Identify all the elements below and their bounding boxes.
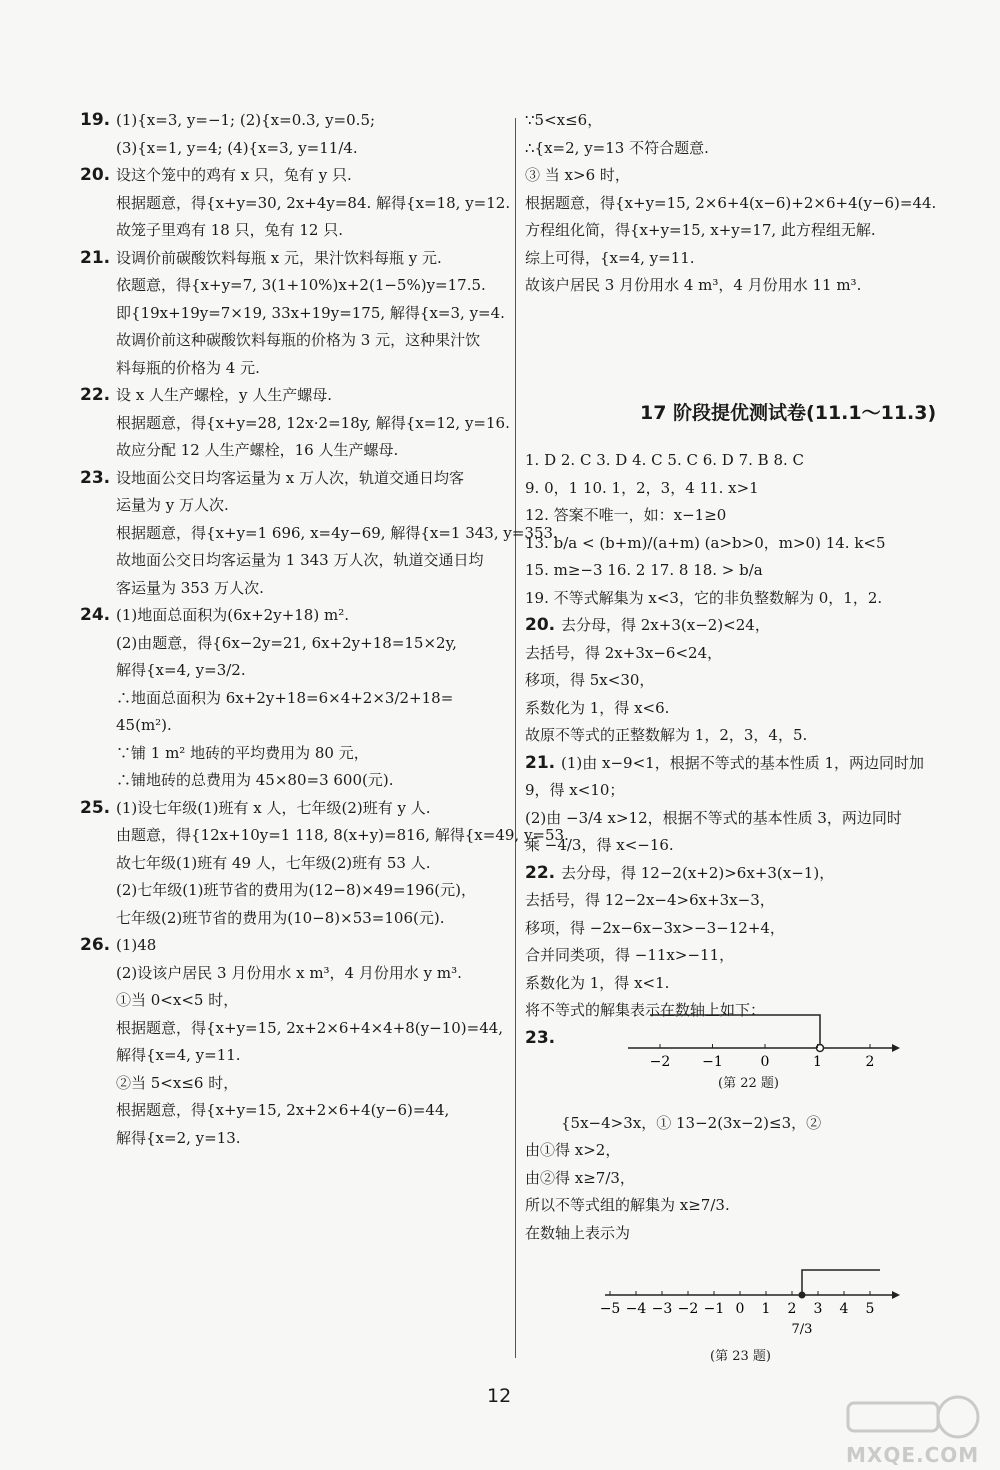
- answer-line: 在数轴上表示为: [525, 1223, 631, 1242]
- fig22-caption: (第 22 题): [718, 1076, 779, 1091]
- answer-line: (1)地面总面积为(6x+2y+18) m².: [116, 606, 349, 624]
- answer-line: ∴地面总面积为 6x+2y+18=6×4+2×3/2+18=: [116, 688, 454, 707]
- tick-label: −1: [703, 1301, 725, 1317]
- tick-label: 0: [735, 1301, 745, 1317]
- page-number: 12: [487, 1385, 512, 1407]
- answer-line: 故原不等式的正整数解为 1，2，3，4，5.: [525, 726, 808, 744]
- tick-label: 5: [865, 1301, 875, 1317]
- answer-line: 根据题意，得{x+y=30, 2x+4y=84. 解得{x=18, y=12.: [116, 193, 511, 212]
- question-number: 22.: [525, 862, 556, 883]
- tick-label: −2: [677, 1301, 699, 1317]
- answer-line: ②当 5<x≤6 时，: [116, 1073, 239, 1092]
- answer-line: 解得{x=2, y=13.: [116, 1128, 241, 1147]
- answer-line: 设地面公交日均客运量为 x 万人次，轨道交通日均客: [116, 468, 464, 487]
- answer-line: 故地面公交日均客运量为 1 343 万人次，轨道交通日均: [116, 551, 484, 569]
- question-number: 21.: [525, 752, 556, 773]
- question-number: 22.: [80, 385, 111, 405]
- answer-line: 15. m≥−3 16. 2 17. 8 18. > b/a: [525, 561, 763, 579]
- answer-line: ①当 0<x<5 时，: [116, 991, 239, 1009]
- answer-line: 七年级(2)班节省的费用为(10−8)×53=106(元).: [116, 908, 445, 927]
- answer-line: 系数化为 1，得 x<6.: [525, 698, 670, 717]
- answer-line: 方程组化简，得{x+y=15, x+y=17, 此方程组无解.: [525, 221, 876, 239]
- answer-line: 运量为 y 万人次.: [116, 496, 229, 514]
- question-number: 20.: [525, 615, 556, 635]
- answer-line: 9. 0，1 10. 1，2，3，4 11. x>1: [525, 478, 759, 497]
- tick-label: 1: [761, 1301, 771, 1317]
- tick-label: 1: [813, 1054, 822, 1070]
- answer-line: (3){x=1, y=4; (4){x=3, y=11/4.: [116, 138, 358, 157]
- answer-line: 根据题意，得{x+y=15, 2×6+4(x−6)+2×6+4(y−6)=44.: [525, 193, 937, 212]
- answer-line: ∵5<x≤6，: [525, 111, 603, 129]
- answer-line: 45(m²).: [116, 716, 172, 734]
- answer-line: 故该户居民 3 月份用水 4 m³，4 月份用水 11 m³.: [525, 276, 862, 294]
- tick-label: 2: [787, 1301, 797, 1317]
- answer-line: 解得{x=4, y=11.: [116, 1046, 241, 1064]
- answer-line: 设这个笼中的鸡有 x 只，兔有 y 只.: [116, 166, 352, 184]
- question-number: 20.: [80, 165, 111, 185]
- answer-line: 设 x 人生产螺栓，y 人生产螺母.: [116, 386, 333, 404]
- question-number: 19.: [80, 110, 111, 130]
- answer-line: 由题意，得{12x+10y=1 118, 8(x+y)=816, 解得{x=49, y=53.: [116, 826, 569, 844]
- answer-line: 乘 −4/3，得 x<−16.: [525, 836, 674, 854]
- answer-line: 根据题意，得{x+y=28, 12x·2=18y, 解得{x=12, y=16.: [116, 413, 510, 432]
- answer-line: 根据题意，得{x+y=15, 2x+2×6+4×4+8(y−10)=44,: [116, 1018, 504, 1037]
- watermark-logo: [838, 1395, 988, 1465]
- question-number: 25.: [80, 797, 111, 818]
- tick-label: 4: [839, 1301, 849, 1317]
- answer-line: 去括号，得 2x+3x−6<24，: [525, 643, 723, 662]
- answer-line: 由①得 x>2，: [525, 1141, 621, 1159]
- answer-line: 系数化为 1，得 x<1.: [525, 973, 670, 992]
- answer-line: 解得{x=4, y=3/2.: [116, 661, 246, 679]
- answer-line: 所以不等式组的解集为 x≥7/3.: [525, 1196, 730, 1214]
- answer-line: (2)七年级(1)班节省的费用为(12−8)×49=196(元)，: [116, 881, 476, 899]
- answer-line: 12. 答案不唯一，如：x−1≥0: [525, 506, 727, 524]
- answer-line: 故应分配 12 人生产螺栓，16 人生产螺母.: [116, 441, 399, 459]
- answer-line: 根据题意，得{x+y=1 696, x=4y−69, 解得{x=1 343, y=353.: [116, 523, 558, 542]
- answer-line: 依题意，得{x+y=7, 3(1+10%)x+2(1−5%)y=17.5.: [116, 276, 486, 294]
- tick-label: −1: [702, 1054, 723, 1070]
- question-number: 23.: [525, 1027, 556, 1048]
- answer-line: 根据题意，得{x+y=15, 2x+2×6+4(y−6)=44,: [116, 1101, 450, 1119]
- answer-line: ③ 当 x>6 时，: [525, 166, 630, 184]
- answer-line: 故七年级(1)班有 49 人，七年级(2)班有 53 人.: [116, 853, 431, 872]
- question-number: 21.: [80, 247, 111, 268]
- tick-label: −2: [649, 1054, 671, 1070]
- answer-line: 移项，得 5x<30，: [525, 671, 655, 689]
- answer-line: (1){x=3, y=−1; (2){x=0.3, y=0.5;: [116, 111, 376, 129]
- question-number: 24.: [80, 605, 111, 625]
- answer-line: 故调价前这种碳酸饮料每瓶的价格为 3 元，这种果汁饮: [116, 331, 481, 349]
- answer-line: (1)由 x−9<1，根据不等式的基本性质 1，两边同时加: [561, 753, 925, 772]
- watermark-text: MXQE.COM: [846, 1443, 980, 1467]
- answer-line: (1)48: [116, 936, 157, 954]
- tick-label: 3: [813, 1301, 823, 1317]
- tick-label: 0: [760, 1054, 770, 1070]
- column-divider: [515, 118, 516, 1358]
- tick-label: −5: [600, 1301, 621, 1317]
- answer-line: 13. b/a < (b+m)/(a+m) (a>b>0，m>0) 14. k<5: [525, 533, 886, 552]
- number-line-23: [600, 1265, 900, 1355]
- tick-label: −3: [651, 1301, 673, 1317]
- answer-line: 客运量为 353 万人次.: [116, 578, 264, 597]
- answer-line: 去括号，得 12−2x−4>6x+3x−3，: [525, 891, 775, 909]
- answer-line: (2)由 −3/4 x>12，根据不等式的基本性质 3，两边同时: [525, 808, 902, 827]
- section-title: 17 阶段提优测试卷(11.1～11.3): [640, 402, 937, 424]
- answer-line: (1)设七年级(1)班有 x 人，七年级(2)班有 y 人.: [116, 798, 431, 817]
- answer-line: 合并同类项，得 −11x>−11，: [525, 946, 735, 964]
- answer-line: ∵铺 1 m² 地砖的平均费用为 80 元，: [116, 743, 369, 762]
- answer-line: 综上可得，{x=4, y=11.: [525, 248, 695, 267]
- answer-line: (2)由题意，得{6x−2y=21, 6x+2y+18=15×2y,: [116, 633, 457, 652]
- answer-line: 19. 不等式解集为 x<3，它的非负整数解为 0，1，2.: [525, 588, 883, 607]
- answer-line: ∴{x=2, y=13 不符合题意.: [525, 138, 709, 157]
- answer-line: {5x−4>3x，① 13−2(3x−2)≤3，②: [561, 1113, 822, 1132]
- answer-line: ∴铺地砖的总费用为 45×80=3 600(元).: [116, 771, 394, 789]
- answer-line: 故笼子里鸡有 18 只，兔有 12 只.: [116, 221, 344, 239]
- answer-line: 移项，得 −2x−6x−3x>−3−12+4，: [525, 918, 785, 937]
- answer-line: 由②得 x≥7/3，: [525, 1168, 635, 1187]
- answer-line: 设调价前碳酸饮料每瓶 x 元，果汁饮料每瓶 y 元.: [116, 248, 442, 267]
- answer-line: 去分母，得 12−2(x+2)>6x+3(x−1)，: [561, 863, 835, 882]
- mark-label: 7/3: [791, 1322, 813, 1337]
- question-number: 23.: [80, 467, 111, 488]
- answer-line: 将不等式的解集表示在数轴上如下：: [525, 1001, 766, 1019]
- answer-line: 1. D 2. C 3. D 4. C 5. C 6. D 7. B 8. C: [525, 451, 805, 469]
- answer-line: 即{19x+19y=7×19, 33x+19y=175, 解得{x=3, y=4.: [116, 303, 505, 322]
- answer-line: 料每瓶的价格为 4 元.: [116, 358, 260, 377]
- tick-label: 2: [865, 1054, 875, 1070]
- question-number: 26.: [80, 935, 111, 955]
- tick-label: −4: [625, 1301, 647, 1317]
- answer-line: 去分母，得 2x+3(x−2)<24，: [561, 616, 770, 634]
- fig23-caption: (第 23 题): [710, 1349, 771, 1364]
- answer-line: 9，得 x<10；: [525, 781, 625, 799]
- answer-line: (2)设该户居民 3 月份用水 x m³，4 月份用水 y m³.: [116, 963, 462, 982]
